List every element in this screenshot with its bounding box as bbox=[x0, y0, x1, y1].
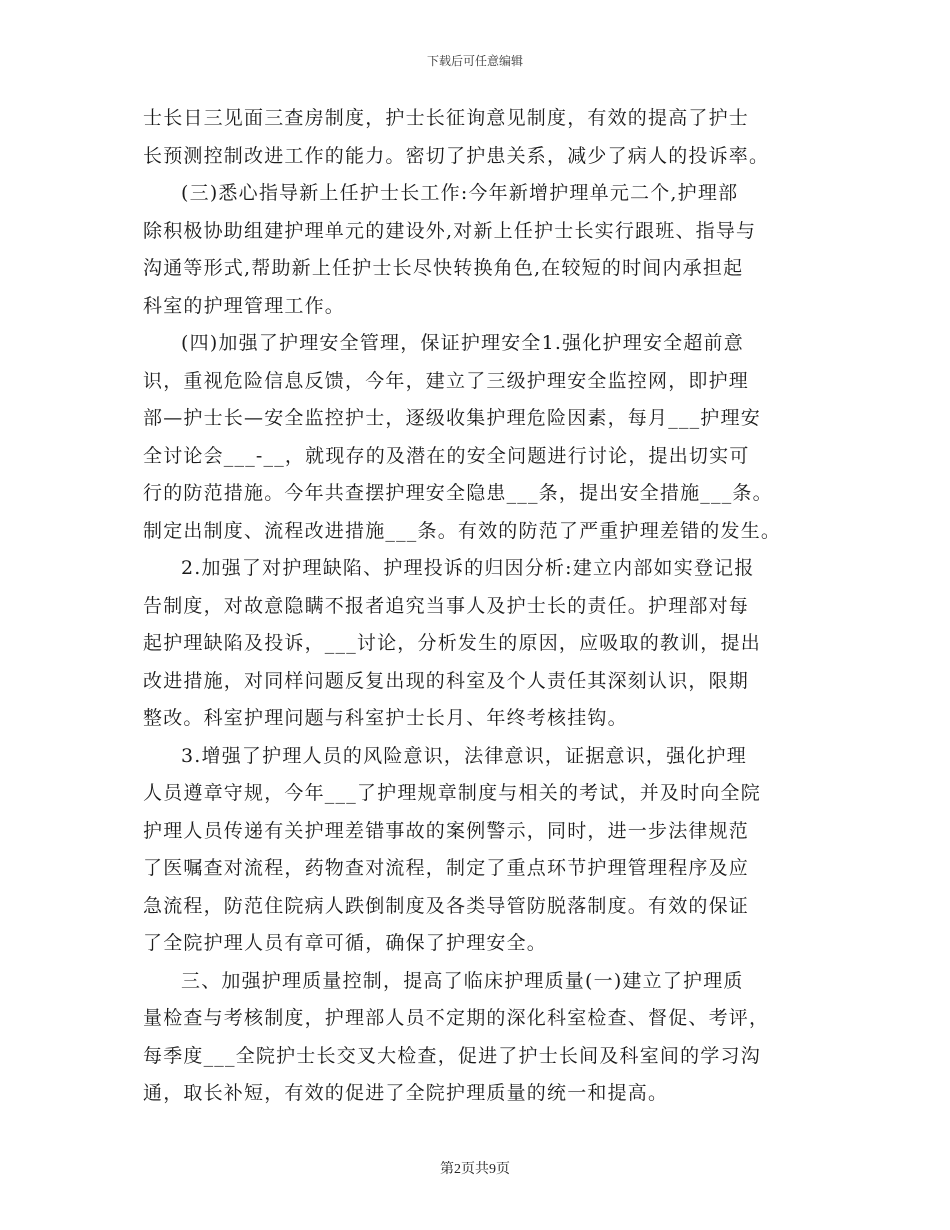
text-line: 急流程，防范住院病人跌倒制度及各类导管防脱落制度。有效的保证 bbox=[143, 894, 750, 917]
page-header bbox=[0, 52, 950, 69]
text-line: 除积极协助组建护理单元的建设外,对新上任护士长实行跟班、指导与 bbox=[143, 219, 757, 242]
header-text: 下载后可任意编辑 bbox=[426, 54, 523, 68]
text-line: 人员遵章守规，今年___了护理规章制度与相关的考试，并及时向全院 bbox=[143, 782, 761, 804]
text-line: 告制度，对故意隐瞒不报者追究当事人及护士长的责任。护理部对每 bbox=[143, 594, 750, 617]
paragraph-start-line: 2.加强了对护理缺陷、护理投诉的归因分析:建立内部如实登记报 bbox=[181, 557, 755, 579]
paragraph-start-line: (三)悉心指导新上任护士长工作:今年新增护理单元二个,护理部 bbox=[181, 182, 739, 204]
page-number-prefix: 第 bbox=[440, 1161, 454, 1177]
total-page-number: 9 bbox=[489, 1162, 496, 1177]
text-line: 起护理缺陷及投诉，___讨论，分析发生的原因，应吸取的教训，提出 bbox=[143, 632, 761, 654]
text-line: 长预测控制改进工作的能力。密切了护患关系，减少了病人的投诉率。 bbox=[143, 144, 770, 167]
text-line: 改进措施，对同样问题反复出现的科室及个人责任其深刻认识，限期 bbox=[143, 669, 750, 692]
document-body bbox=[143, 100, 823, 1113]
text-line: 制定出制度、流程改进措施___条。有效的防范了严重护理差错的发生。 bbox=[143, 519, 782, 542]
paragraph-start-line: 三、加强护理质量控制，提高了临床护理质量(一)建立了护理质 bbox=[181, 969, 744, 992]
text-line: 部—护士长—安全监控护士，逐级收集护理危险因素，每月___护理安 bbox=[143, 407, 761, 429]
page-footer bbox=[0, 1158, 950, 1178]
page-number-suffix: 页 bbox=[496, 1161, 510, 1177]
current-page-number: 2 bbox=[454, 1162, 461, 1177]
text-line: 量检查与考核制度，护理部人员不定期的深化科室检查、督促、考评， bbox=[143, 1007, 770, 1029]
paragraph-start-line: 3.增强了护理人员的风险意识，法律意识，证据意识，强化护理 bbox=[181, 744, 747, 767]
text-line: 通，取长补短，有效的促进了全院护理质量的统一和提高。 bbox=[143, 1082, 669, 1104]
text-line: 科室的护理管理工作。 bbox=[143, 294, 346, 317]
text-line: 整改。科室护理问题与科室护士长月、年终考核挂钩。 bbox=[143, 707, 628, 729]
text-line: 了全院护理人员有章可循，确保了护理安全。 bbox=[143, 932, 548, 954]
text-line: 识，重视危险信息反馈，今年，建立了三级护理安全监控网，即护理 bbox=[143, 369, 750, 392]
text-line: 每季度___全院护士长交叉大检查，促进了护士长间及科室间的学习沟 bbox=[143, 1044, 761, 1067]
text-line: 护理人员传递有关护理差错事故的案例警示，同时，进一步法律规范 bbox=[143, 819, 750, 842]
text-line: 沟通等形式,帮助新上任护士长尽快转换角色,在较短的时间内承担起 bbox=[143, 257, 744, 279]
page-number-middle: 页共 bbox=[461, 1161, 489, 1177]
paragraph-start-line: (四)加强了护理安全管理，保证护理安全1.强化护理安全超前意 bbox=[181, 332, 744, 354]
text-line: 全讨论会___-__，就现存的及潜在的安全问题进行讨论，提出切实可 bbox=[143, 444, 750, 467]
text-line: 了医嘱查对流程，药物查对流程，制定了重点环节护理管理程序及应 bbox=[143, 857, 750, 879]
text-line: 士长日三见面三查房制度，护士长征询意见制度，有效的提高了护士 bbox=[143, 107, 750, 129]
text-line: 行的防范措施。今年共查摆护理安全隐患___条，提出安全措施___条。 bbox=[143, 482, 773, 504]
